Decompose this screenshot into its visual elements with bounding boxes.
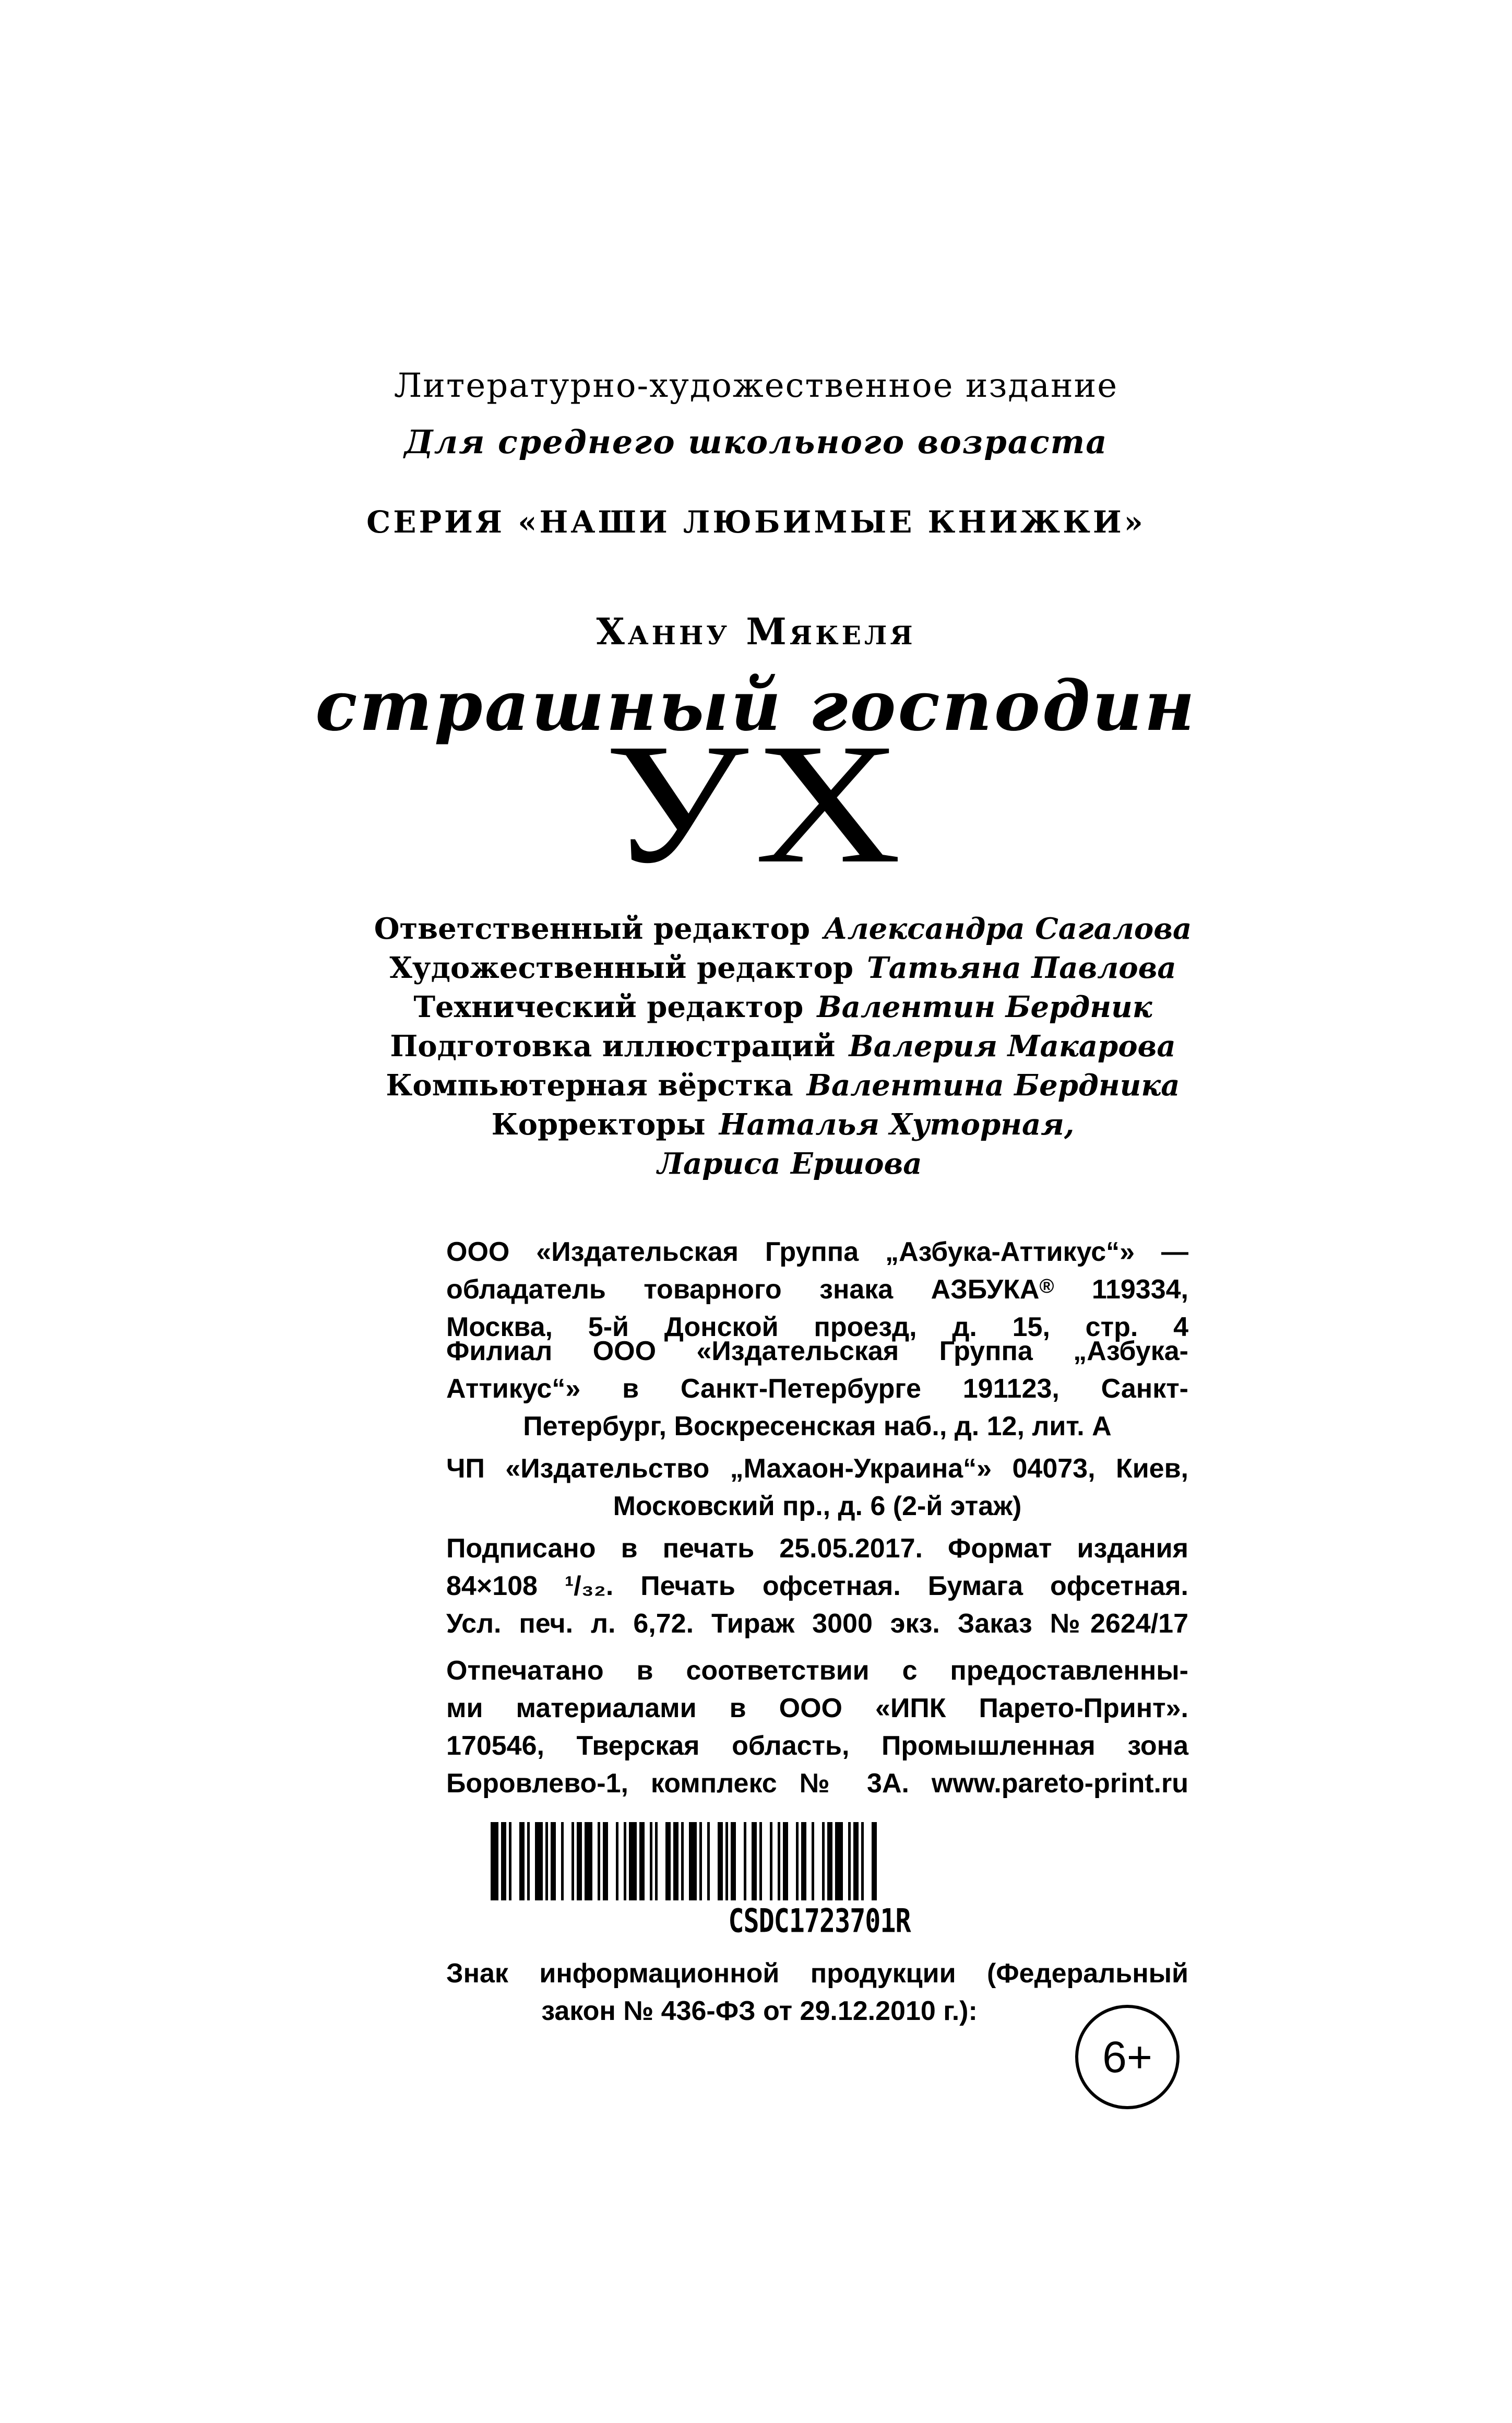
printer-line: Боровлево-1, комплекс № 3А. www.pareto-print.ru (446, 1768, 1188, 1799)
credits-list (365, 909, 1200, 1184)
notice-line: Знак информационной продукции (Федеральный (446, 1958, 1188, 1989)
printer-line: Отпечатано в соответствии с предоставленны- (446, 1656, 1188, 1686)
credit-role: Подготовка иллюстраций (390, 1029, 836, 1063)
credit-row (365, 988, 1200, 1027)
print-details (446, 1530, 1188, 1642)
credit-person: Валентина Бердника (806, 1068, 1180, 1103)
publisher-postcode: 119334, (1054, 1274, 1188, 1305)
credit-row (365, 1066, 1200, 1105)
notice-line: закон № 436-ФЗ от 29.12.2010 г.): (541, 1996, 978, 2026)
ukraine-office-info (446, 1450, 1188, 1525)
printer-info (446, 1652, 1188, 1802)
barcode-code: CSDC1723701R (728, 1901, 911, 1940)
credit-role: Художественный редактор (389, 951, 853, 985)
printer-line: ми материалами в ООО «ИПК Парето-Принт». (446, 1693, 1188, 1723)
credit-row (365, 1027, 1200, 1066)
credit-row (365, 1144, 1200, 1184)
credit-person: Наталья Хуторная, (719, 1107, 1075, 1142)
print-line: 84×108 ¹/₃₂. Печать офсетная. Бумага офсетная. (446, 1571, 1188, 1601)
publisher-line: Москва, 5-й Донской проезд, д. 15, стр. 4 (446, 1312, 1188, 1342)
credit-row (365, 1105, 1200, 1144)
info-product-notice (446, 1955, 1188, 2030)
credit-person: Лариса Ершова (657, 1147, 922, 1181)
print-line: Подписано в печать 25.05.2017. Формат издания (446, 1533, 1188, 1564)
credit-person: Валентин Бердник (817, 990, 1152, 1024)
publisher-info (446, 1233, 1188, 1346)
book-title-line2: УХ (604, 708, 908, 899)
author-name: Ханну Мякеля (596, 610, 916, 653)
print-line: Усл. печ. л. 6,72. Тираж 3000 экз. Заказ №2624/17 (446, 1609, 1188, 1639)
branch-line: Филиал ООО «Издательская Группа „Азбука- (446, 1336, 1188, 1366)
age-rating-badge: 6+ (1075, 2005, 1180, 2109)
branch-line: Аттикус“» в Санкт-Петербурге 191123, Санкт- (446, 1374, 1188, 1404)
genre-line: Литературно-художественное издание (394, 367, 1118, 405)
printer-line: 170546, Тверская область, Промышленная зона (446, 1731, 1188, 1761)
credit-row (365, 949, 1200, 988)
barcode-image (491, 1822, 1148, 1900)
publisher-trademark-text: обладатель товарного знака АЗБУКА (446, 1274, 1040, 1305)
credit-role: Корректоры (491, 1107, 706, 1142)
series-line: СЕРИЯ «НАШИ ЛЮБИМЫЕ КНИЖКИ» (366, 504, 1146, 540)
book-title-line1: страшный господин (315, 666, 1197, 747)
credit-person: Александра Сагалова (824, 912, 1192, 946)
credit-role: Ответственный редактор (374, 912, 810, 946)
ukraine-line: Московский пр., д. 6 (2-й этаж) (613, 1491, 1022, 1521)
registered-mark: ® (1039, 1275, 1054, 1297)
credit-role: Компьютерная вёрстка (386, 1068, 793, 1103)
age-group-line: Для среднего школьного возраста (404, 423, 1108, 461)
ukraine-line: ЧП «Издательство „Махаон-Украина“» 04073, Киев, (446, 1453, 1188, 1484)
credit-row (365, 909, 1200, 949)
credit-person: Татьяна Павлова (866, 951, 1176, 985)
branch-info (446, 1332, 1188, 1445)
branch-line: Петербург, Воскресенская наб., д. 12, лит. А (523, 1411, 1112, 1441)
credit-person: Валерия Макарова (849, 1029, 1176, 1063)
publisher-line: ООО «Издательская Группа „Азбука-Аттикус“» — (446, 1237, 1188, 1267)
credit-role: Технический редактор (413, 990, 804, 1024)
publisher-line (446, 1271, 1188, 1308)
